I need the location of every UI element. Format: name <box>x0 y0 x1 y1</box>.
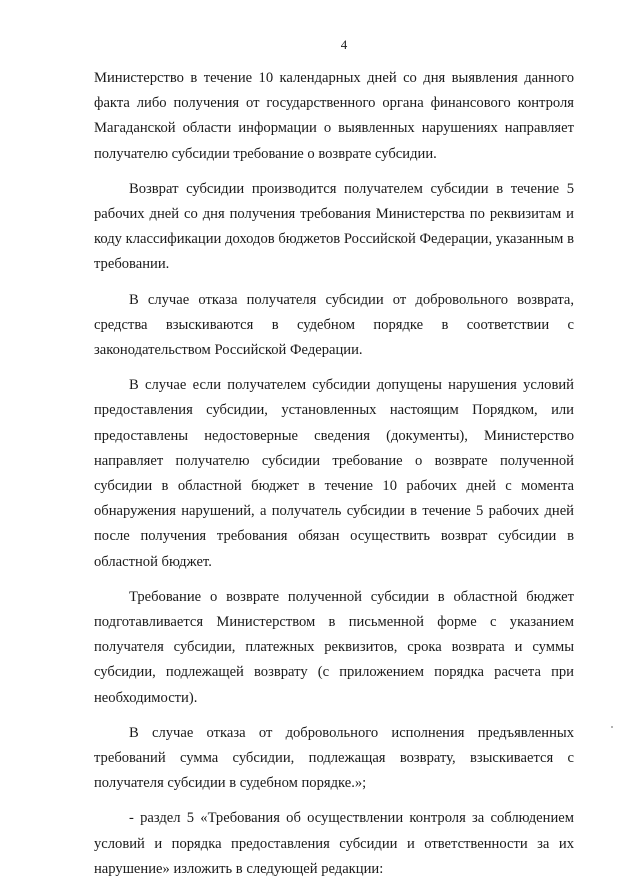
paragraph-subsidy-return: Возврат субсидии производится получателем субсидии в течение 5 рабочих дней со дня получения требования Министерства по реквизитам и коду классификации доходов бюджетов Российской Федерации, указанным в требовании. <box>94 180 574 273</box>
paragraph-violations: В случае если получателем субсидии допущены нарушения условий предоставления субсидии, установленных настоящим Порядком, или предоставлены недостоверные сведения (документы), Министерство направляет получателю субсидии требование о возврате полученной субсидии в областной бюджет в течение 10 рабочих дней с момента обнаружения нарушений, а получатель субсидии в течение 5 рабочих дней после получения требования обязан осуществить возврат субсидии в областной бюджет. <box>94 377 574 570</box>
paragraph-ministry-notice: Министерство в течение 10 календарных дней со дня выявления данного факта либо получения от государственного органа финансового контроля Магаданской области информации о выявленных нарушениях направляет получателю субсидии требование о возврате субсидии. <box>94 70 574 162</box>
paragraph-return-requirement: Требование о возврате полученной субсидии в областной бюджет подготавливается Министерством в письменной форме с указанием получателя субсидии, платежных реквизитов, срока возврата и суммы субсидии, подлежащей возврату (с приложением порядка расчета при необходимости). <box>94 588 574 706</box>
page-number: 4 <box>340 37 348 52</box>
scan-speck <box>611 726 613 728</box>
paragraph-section-5: - раздел 5 «Требования об осуществлении контроля за соблюдением условий и порядка предоставления субсидии и ответственности за их нарушение» изложить в следующей редакции: <box>94 810 574 877</box>
paragraph-voluntary-refusal: В случае отказа от добровольного исполнения предъявленных требований сумма субсидии, подлежащая возврату, взыскивается с получателя субсидии в судебном порядке.»; <box>94 724 574 792</box>
paragraph-refusal-court: В случае отказа получателя субсидии от добровольного возврата, средства взыскиваются в судебном порядке в соответствии с законодательством Российской Федерации. <box>94 291 574 359</box>
document-body <box>94 66 574 892</box>
